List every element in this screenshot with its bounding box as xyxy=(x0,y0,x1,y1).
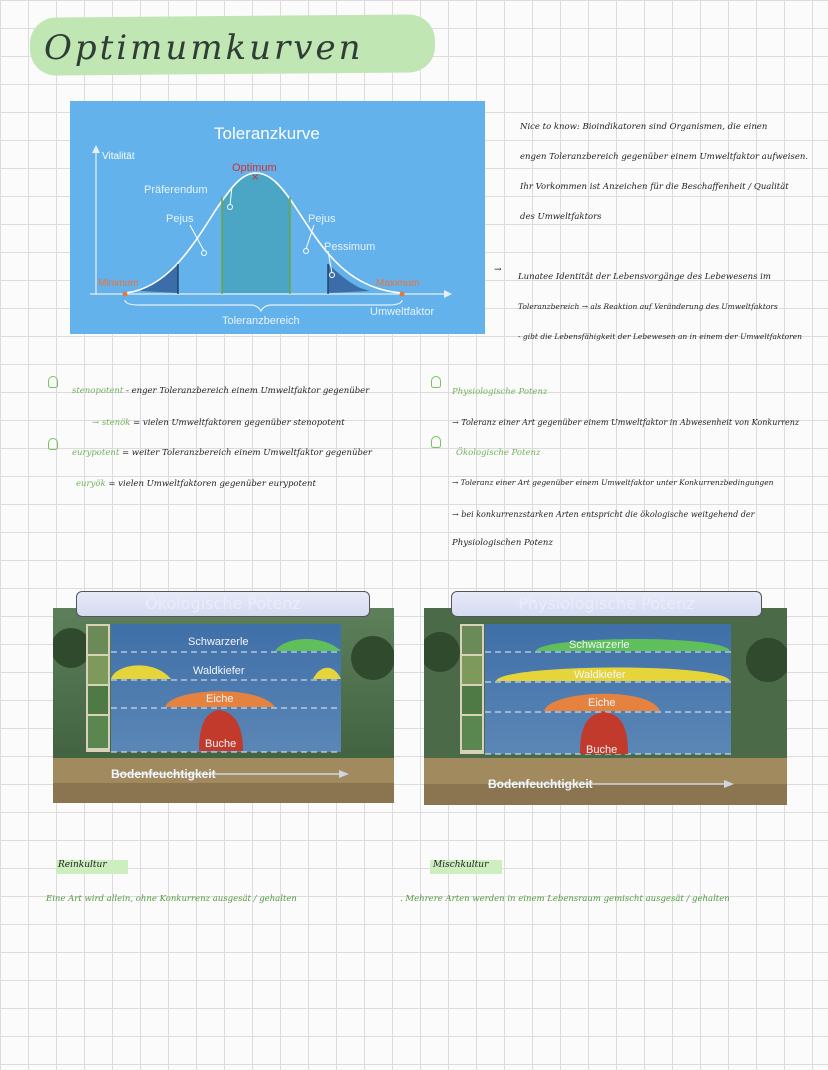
stenopotent-text: - enger Toleranzbereich einem Umweltfaktor gegenüber xyxy=(126,386,370,396)
toleranzbereich-label: Toleranzbereich xyxy=(222,315,300,327)
oeko-potenz-label: Ökologische Potenz xyxy=(456,448,541,458)
pessimum-label: Pessimum xyxy=(324,241,376,253)
stenoec-row xyxy=(92,418,345,428)
maximum-label: Maximum xyxy=(376,278,420,289)
species-eiche: Eiche xyxy=(588,697,616,709)
x-axis-label: Umweltfaktor xyxy=(370,306,435,318)
oekologische-potenz-image xyxy=(53,608,394,803)
species-buche: Buche xyxy=(205,738,237,750)
oeko-potenz-text1: → Toleranz einer Art gegenüber einem Umweltfaktor unter Konkurrenzbedingungen xyxy=(452,478,774,487)
lightbulb-icon xyxy=(431,436,441,448)
note-line: Ihr Vorkommen ist Anzeichen für die Beschaffenheit / Qualität xyxy=(520,182,789,192)
stenopotent-row xyxy=(72,386,369,396)
axis-bodenfeuchtigkeit: Bodenfeuchtigkeit xyxy=(111,767,216,781)
lightbulb-icon xyxy=(48,376,58,388)
chart-title: Toleranzkurve xyxy=(214,124,320,143)
arrow-mark: → xyxy=(494,265,502,275)
oekologische-potenz-title: Ökologische Potenz xyxy=(76,591,370,617)
note-line: des Umweltfaktors xyxy=(520,212,602,222)
species-buche: Buche xyxy=(586,744,618,756)
praeferendum-label: Präferendum xyxy=(144,184,208,196)
euryoec-text: = vielen Umweltfaktoren gegenüber eurypotent xyxy=(108,479,316,489)
oeko-potenz-text3: Physiologischen Potenz xyxy=(452,538,553,548)
optimum-fill xyxy=(222,173,290,293)
page-title-text: Optimumkurven xyxy=(44,28,364,68)
note-line: Nice to know: Bioindikatoren sind Organismen, die einen xyxy=(520,122,768,132)
species-waldkiefer: Waldkiefer xyxy=(574,669,626,681)
mischkultur-label: Mischkultur xyxy=(433,860,489,870)
pessimum-right-fill xyxy=(328,264,370,293)
phys-potenz-text: → Toleranz einer Art gegenüber einem Umweltfaktor in Abwesenheit von Konkurrenz xyxy=(452,418,800,427)
note-line: Lunatee Identität der Lebensvorgänge des Lebewesens im xyxy=(518,272,771,282)
eurypotent-text: = weiter Toleranzbereich einem Umweltfaktor gegenüber xyxy=(121,448,372,458)
oeko-potenz-text2: → bei konkurrenzstarken Arten entspricht die ökologische weitgehend der xyxy=(452,510,755,519)
svg-text:×: × xyxy=(251,172,260,183)
lightbulb-icon xyxy=(48,438,58,450)
reinkultur-label: Reinkultur xyxy=(58,860,107,870)
species-schwarzerle: Schwarzerle xyxy=(188,636,249,648)
euryoec-row xyxy=(76,479,316,489)
oekologische-potenz-svg xyxy=(53,608,394,803)
stenoec-text: = vielen Umweltfaktoren gegenüber stenopotent xyxy=(133,418,345,428)
phys-potenz-label: Physiologische Potenz xyxy=(452,387,548,397)
axis-bodenfeuchtigkeit: Bodenfeuchtigkeit xyxy=(488,777,593,791)
y-axis-label: Vitalität xyxy=(102,151,135,162)
note-line: engen Toleranzbereich gegenüber einem Umweltfaktor aufweisen. xyxy=(520,152,809,162)
species-eiche: Eiche xyxy=(206,693,234,705)
optimum-label: Optimum xyxy=(232,162,277,174)
toleranzbereich-brace xyxy=(125,300,402,311)
eurypotent-row xyxy=(72,448,372,458)
bioindikator-notes xyxy=(520,112,820,232)
toleranzkurve-svg xyxy=(70,101,485,334)
minimum-label: Minimum xyxy=(98,278,139,289)
page-title xyxy=(30,8,440,74)
toleranzkurve-card xyxy=(70,101,485,334)
toleranz-notes xyxy=(518,262,823,352)
physiologische-potenz-svg xyxy=(424,608,787,805)
note-line: Toleranzbereich → als Reaktion auf Veränderung des Umweltfaktors xyxy=(518,302,778,311)
eurypotent-label: eurypotent xyxy=(72,448,120,458)
euryoec-label: euryök xyxy=(76,479,106,489)
mischkultur-text: . Mehrere Arten werden in einem Lebensraum gemischt ausgesät / gehalten xyxy=(400,894,730,904)
note-line: - gibt die Lebensfähigkeit der Lebewesen an in einem der Umweltfaktoren xyxy=(518,332,802,341)
pejus-right-label: Pejus xyxy=(308,213,336,225)
stenopotent-label: stenopotent xyxy=(72,386,124,396)
physiologische-potenz-image xyxy=(424,608,787,805)
species-schwarzerle: Schwarzerle xyxy=(569,639,630,651)
pejus-left-label: Pejus xyxy=(166,213,194,225)
stenoec-label: → stenök xyxy=(92,418,131,428)
reinkultur-text: Eine Art wird allein, ohne Konkurrenz ausgesät / gehalten xyxy=(46,894,297,904)
physiologische-potenz-title: Physiologische Potenz xyxy=(451,591,762,617)
species-waldkiefer: Waldkiefer xyxy=(193,665,245,677)
lightbulb-icon xyxy=(431,376,441,388)
